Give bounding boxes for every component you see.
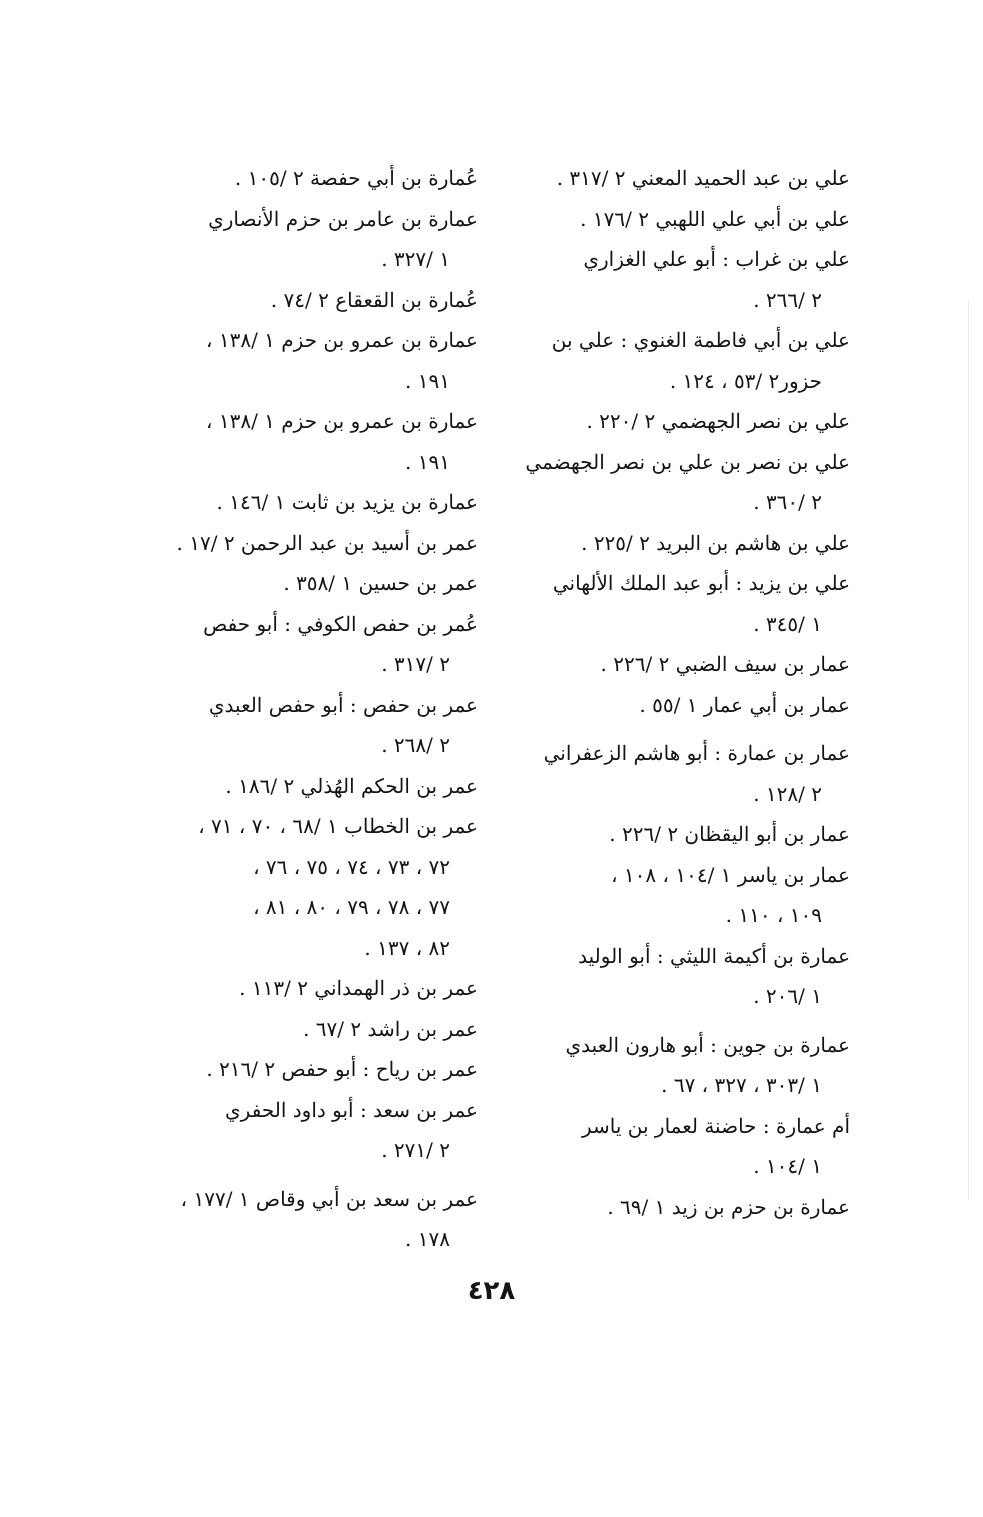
entry-line: عمارة بن يزيد بن ثابت ١ /١٤٦ . bbox=[216, 490, 478, 514]
entry-line: عمارة بن عمرو بن حزم ١ /١٣٨ ، bbox=[206, 328, 478, 352]
entry-continuation: ٢ /٣٦٠ . bbox=[753, 490, 822, 514]
entry-line: عمر بن حفص : أبو حفص العبدي bbox=[208, 692, 478, 717]
entry-line: عمار بن عمارة : أبو هاشم الزعفراني bbox=[543, 741, 850, 765]
entry-line: عمر بن سعد بن أبي وقاص ١ /١٧٧ ، bbox=[180, 1186, 478, 1211]
entry-line: عمر بن سعد : أبو داود الحفري bbox=[225, 1097, 478, 1122]
index-entry bbox=[490, 1187, 850, 1228]
entry-continuation: ١ /٢٠٦ . bbox=[753, 984, 822, 1008]
entry-line: عمر بن الحكم الهُذلي ٢ /١٨٦ . bbox=[225, 773, 478, 798]
index-entry bbox=[490, 644, 850, 685]
index-entry bbox=[118, 199, 478, 280]
entry-line: عمر بن حسين ١ /٣٥٨ . bbox=[283, 571, 478, 595]
entry-line: عمر بن ذر الهمداني ٢ /١١٣ . bbox=[239, 976, 478, 1000]
entry-continuation: ١٩١ . bbox=[405, 368, 450, 393]
entry-continuation: ١٠٩ ، ١١٠ . bbox=[725, 903, 822, 927]
entry-line: علي بن نصر الجهضمي ٢ /٢٢٠ . bbox=[586, 409, 850, 433]
page-number: ٤٢٨ bbox=[467, 1276, 516, 1306]
index-column-right bbox=[490, 158, 850, 1227]
index-entry bbox=[490, 158, 850, 199]
entry-line: عمار بن سيف الضبي ٢ /٢٢٦ . bbox=[600, 652, 850, 676]
entry-line: عمارة بن جوين : أبو هارون العبدي bbox=[565, 1032, 850, 1057]
entry-continuation: ١ /٣٤٥ . bbox=[753, 611, 822, 636]
index-entry bbox=[118, 401, 478, 482]
index-entry bbox=[118, 320, 478, 401]
index-entry bbox=[118, 482, 478, 523]
index-entry bbox=[118, 158, 478, 199]
index-entry bbox=[118, 280, 478, 321]
entry-line: عمارة بن حزم بن زيد ١ /٦٩ . bbox=[607, 1194, 850, 1219]
entry-line: عمار بن أبو اليقظان ٢ /٢٢٦ . bbox=[609, 822, 850, 846]
entry-line: عمار بن أبي عمار ١ /٥٥ . bbox=[639, 692, 850, 717]
entry-continuation: ١ /٣٢٧ . bbox=[381, 247, 450, 271]
index-entry bbox=[490, 401, 850, 442]
index-entry bbox=[118, 766, 478, 807]
index-entry bbox=[490, 685, 850, 726]
index-entry bbox=[118, 523, 478, 564]
entry-continuation: ١٩١ . bbox=[405, 449, 450, 474]
index-entry bbox=[118, 1179, 478, 1260]
index-entry bbox=[490, 855, 850, 936]
index-entry bbox=[490, 814, 850, 855]
entry-line: علي بن يزيد : أبو عبد الملك الألهاني bbox=[552, 571, 850, 595]
entry-line: علي بن هاشم بن البريد ٢ /٢٢٥ . bbox=[581, 530, 850, 555]
entry-continuation: ٢ /٢٧١ . bbox=[381, 1138, 450, 1162]
entry-line: عمر بن أسيد بن عبد الرحمن ٢ /١٧ . bbox=[176, 530, 478, 555]
entry-continuation: ٢ /١٢٨ . bbox=[753, 781, 822, 806]
entry-continuation: حزور٢ /٥٣ ، ١٢٤ . bbox=[669, 368, 822, 393]
index-entry bbox=[490, 1106, 850, 1187]
index-entry bbox=[490, 1025, 850, 1106]
index-entry bbox=[118, 685, 478, 766]
index-column-left bbox=[118, 158, 478, 1260]
entry-continuation: ١ /٣٠٣ ، ٣٢٧ ، ٦٧ . bbox=[661, 1073, 822, 1097]
page-edge-line bbox=[968, 300, 969, 1200]
entry-continuation: ٢ /٣١٧ . bbox=[381, 652, 450, 676]
entry-line: عمارة بن عمرو بن حزم ١ /١٣٨ ، bbox=[206, 409, 478, 433]
entry-continuation: ١٧٨ . bbox=[405, 1227, 450, 1251]
entry-continuation: ٧٧ ، ٧٨ ، ٧٩ ، ٨٠ ، ٨١ ، bbox=[253, 895, 450, 919]
index-entry bbox=[490, 442, 850, 523]
index-entry bbox=[490, 199, 850, 240]
entry-line: علي بن نصر بن علي بن نصر الجهضمي bbox=[525, 449, 850, 474]
entry-line: علي بن عبد الحميد المعني ٢ /٣١٧ . bbox=[556, 166, 850, 190]
index-entry bbox=[118, 1009, 478, 1050]
entry-line: عمار بن ياسر ١ /١٠٤ ، ١٠٨ ، bbox=[611, 862, 850, 887]
entry-continuation: ٢ /٢٦٨ . bbox=[381, 733, 450, 757]
entry-line: عمارة بن عامر بن حزم الأنصاري bbox=[208, 206, 478, 231]
entry-continuation: ٢ /٢٦٦ . bbox=[753, 287, 822, 312]
index-entry bbox=[490, 563, 850, 644]
entry-line: علي بن غراب : أبو علي الغزاري bbox=[583, 247, 850, 271]
entry-line: علي بن أبي فاطمة الغنوي : علي بن bbox=[551, 328, 850, 352]
entry-line: عمر بن رياح : أبو حفص ٢ /٢١٦ . bbox=[206, 1057, 478, 1081]
index-entry bbox=[118, 1090, 478, 1171]
index-entry bbox=[118, 604, 478, 685]
index-entry bbox=[118, 806, 478, 968]
index-entry bbox=[118, 968, 478, 1009]
index-entry bbox=[118, 563, 478, 604]
index-entry bbox=[490, 239, 850, 320]
entry-line: عمر بن الخطاب ١ /٦٨ ، ٧٠ ، ٧١ ، bbox=[198, 814, 478, 838]
entry-line: عُمارة بن القعقاع ٢ /٧٤ . bbox=[270, 287, 478, 312]
index-entry bbox=[490, 936, 850, 1017]
index-entry bbox=[490, 320, 850, 401]
entry-continuation: ٧٢ ، ٧٣ ، ٧٤ ، ٧٥ ، ٧٦ ، bbox=[253, 854, 450, 879]
entry-continuation: ٨٢ ، ١٣٧ . bbox=[364, 935, 450, 960]
entry-line: علي بن أبي علي اللهبي ٢ /١٧٦ . bbox=[580, 206, 850, 231]
entry-line: عُمر بن حفص الكوفي : أبو حفص bbox=[203, 611, 478, 636]
index-entry bbox=[118, 1049, 478, 1090]
entry-continuation: ١ /١٠٤ . bbox=[753, 1154, 822, 1178]
entry-line: عمر بن راشد ٢ /٦٧ . bbox=[303, 1016, 478, 1041]
entry-line: أم عمارة : حاضنة لعمار بن ياسر bbox=[581, 1113, 850, 1138]
entry-line: عمارة بن أكيمة الليثي : أبو الوليد bbox=[578, 943, 850, 968]
entry-line: عُمارة بن أبي حفصة ٢ /١٠٥ . bbox=[234, 166, 478, 190]
index-entry bbox=[490, 523, 850, 564]
index-entry bbox=[490, 733, 850, 814]
